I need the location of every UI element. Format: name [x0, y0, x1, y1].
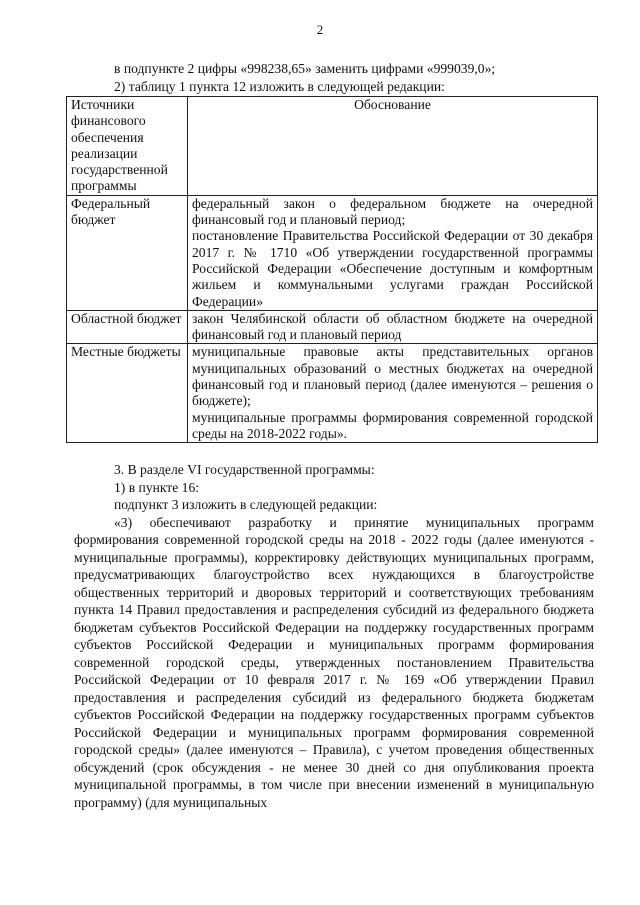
section-line-2: 1) в пункте 16: [114, 479, 200, 495]
basis-line: закон Челябинской области об областном бюджете на очередной финансовый год и плановый период [192, 310, 593, 343]
funding-sources-table [66, 96, 598, 443]
header-basis: Обоснование [188, 97, 598, 196]
page-number: 2 [316, 22, 324, 37]
section-line-3: подпункт 3 изложить в следующей редакции: [114, 497, 378, 512]
table-header-row [67, 97, 598, 196]
row-source-federal: Федеральный бюджет [67, 195, 188, 310]
row-source-local: Местные бюджеты [67, 344, 188, 443]
table-row [67, 195, 598, 310]
row-basis-regional [188, 310, 598, 344]
body-paragraph: «3) обеспечивают разработку и принятие муниципальных программ формирования современной городской среды на 2018 - 2022 годы (далее именуются - муниципальные программы), корректировку действующих муниципальных программ, предусматривающих благоустройство всех нуждающихся в благоустройстве общественных территорий и дворовых территорий и соответствующих требованиям пункта 14 Правил предоставления и распределения субсидий из федерального бюджета бюджетам субъектов Российской Федерации на поддержку государственных программ субъектов Российской Федерации и муниципальных программ формирования современной городской среды, утвержденных постановлением Правительства Российской Федерации от 10 февраля 2017 г. № 169 «Об утверждении Правил предоставления и распределения субсидий из федерального бюджета бюджетам субъектов Российской Федерации на поддержку государственных программ субъектов Российской Федерации и муниципальных программ формирования современной городской среды» (далее именуются – Правила), с учетом проведения общественных обсуждений (срок обсуждения - не менее 30 дней со дня опубликования проекта муниципальной программы, в том числе при внесении изменений в муниципальную программу) (для муниципальных [74, 514, 594, 810]
basis-line: муниципальные правовые акты представительных органов муниципальных образований о местных бюджетах на очередной финансовый год и плановый период (далее именуются – решения о бюджете); [192, 344, 593, 409]
row-basis-local [188, 344, 598, 443]
table-row [67, 310, 598, 344]
section-line-1: 3. В разделе VI государственной программы: [114, 462, 375, 477]
intro-block [74, 60, 594, 95]
basis-line: постановление Правительства Российской Федерации от 30 декабря 2017 г. № 1710 «Об утверждении государственной программы Российской Федерации «Обеспечение доступным и комфортным жильем и коммунальными услугами граждан Российской Федерации» [192, 228, 593, 309]
intro-line-1: в подпункте 2 цифры «998238,65» заменить цифрами «999039,0»; [114, 61, 496, 76]
basis-line: муниципальные программы формирования современной городской среды на 2018-2022 годы». [192, 409, 593, 441]
row-source-regional: Областной бюджет [67, 310, 188, 344]
table-row [67, 344, 598, 443]
intro-line-2: 2) таблицу 1 пункта 12 изложить в следующей редакции: [114, 78, 445, 94]
row-basis-federal [188, 195, 598, 310]
section-block [74, 461, 594, 811]
basis-line: федеральный закон о федеральном бюджете на очередной финансовый год и плановый период; [192, 195, 593, 228]
header-sources: Источники финансового обеспечения реализации государственной программы [67, 97, 188, 196]
